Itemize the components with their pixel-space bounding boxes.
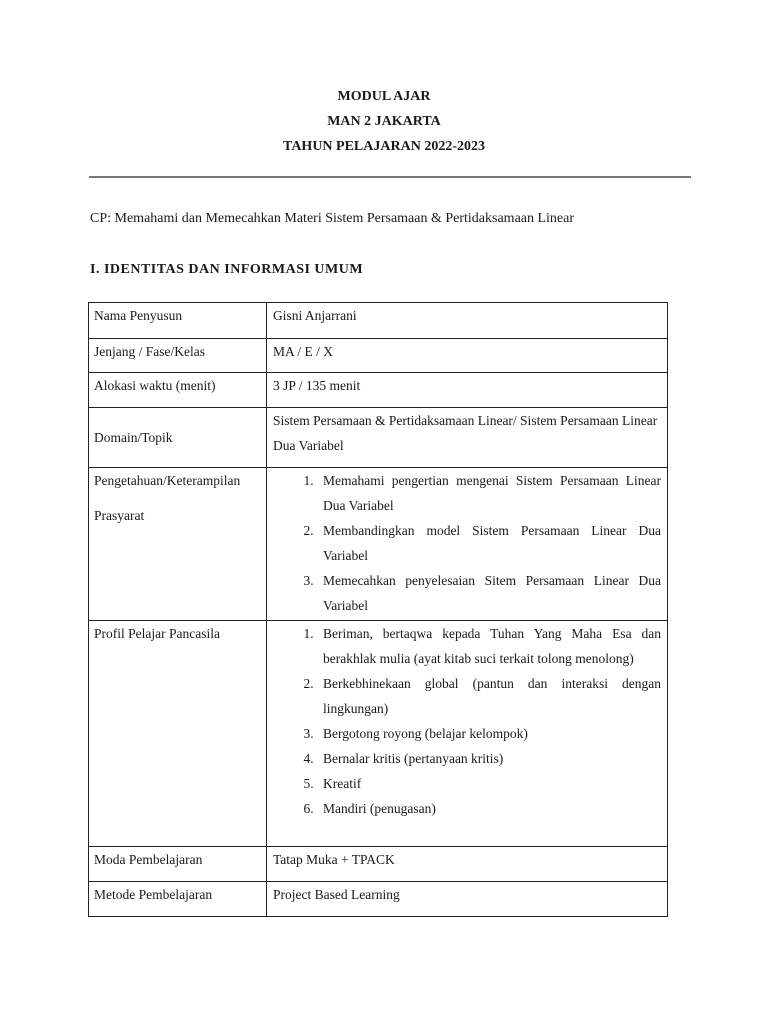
list-item: 3. Memecahkan penyelesaian Sitem Persamaan Linear Dua Variabel [317,568,661,618]
header-academic-year: TAHUN PELAJARAN 2022-2023 [283,139,485,154]
list-item: 3. Bergotong royong (belajar kelompok) [317,721,661,746]
row-value-nama-penyusun: Gisni Anjarrani [267,303,668,339]
list-item: 2. Berkebhinekaan global (pantun dan interaksi dengan lingkungan) [317,671,661,721]
list-item: 2. Membandingkan model Sistem Persamaan Linear Dua Variabel [317,518,661,568]
row-label-metode: Metode Pembelajaran [89,882,267,917]
list-item: 1. Beriman, bertaqwa kepada Tuhan Yang Maha Esa dan berakhlak mulia (ayat kitab suci terkait tolong menolong) [317,621,661,671]
row-label-alokasi: Alokasi waktu (menit) [89,373,267,408]
row-label-prasyarat [89,468,267,621]
table-row [89,621,668,847]
row-label-nama-penyusun: Nama Penyusun [89,303,267,339]
document-header [0,84,768,159]
row-value-profil [267,621,668,847]
profil-list [273,621,661,821]
table-row [89,339,668,373]
row-value-metode: Project Based Learning [267,882,668,917]
row-label-moda: Moda Pembelajaran [89,847,267,882]
row-label-prasyarat-line2: Prasyarat [94,508,145,523]
list-item: 1. Memahami pengertian mengenai Sistem Persamaan Linear Dua Variabel [317,468,661,518]
header-title: MODUL AJAR [337,89,431,104]
table-row [89,847,668,882]
row-value-prasyarat [267,468,668,621]
prasyarat-list [273,468,661,618]
row-label-domain: Domain/Topik [89,408,267,468]
table-row [89,468,668,621]
header-school: MAN 2 JAKARTA [327,114,441,129]
list-item: 5. Kreatif [317,771,661,796]
section-title: I. IDENTITAS DAN INFORMASI UMUM [90,262,364,277]
row-value-alokasi: 3 JP / 135 menit [267,373,668,408]
row-label-profil: Profil Pelajar Pancasila [89,621,267,847]
row-value-moda: Tatap Muka + TPACK [267,847,668,882]
row-value-jenjang: MA / E / X [267,339,668,373]
identity-table [88,302,668,917]
table-row [89,373,668,408]
list-item: 4. Bernalar kritis (pertanyaan kritis) [317,746,661,771]
header-divider [89,176,691,178]
row-label-jenjang: Jenjang / Fase/Kelas [89,339,267,373]
list-item: 6. Mandiri (penugasan) [317,796,661,821]
row-label-prasyarat-line1: Pengetahuan/Keterampilan [94,473,241,488]
table-row [89,303,668,339]
row-value-domain: Sistem Persamaan & Pertidaksamaan Linear/ Sistem Persamaan Linear Dua Variabel [267,408,668,468]
table-row [89,408,668,468]
table-row [89,882,668,917]
capaian-pembelajaran: CP: Memahami dan Memecahkan Materi Sistem Persamaan & Pertidaksamaan Linear [90,211,575,226]
